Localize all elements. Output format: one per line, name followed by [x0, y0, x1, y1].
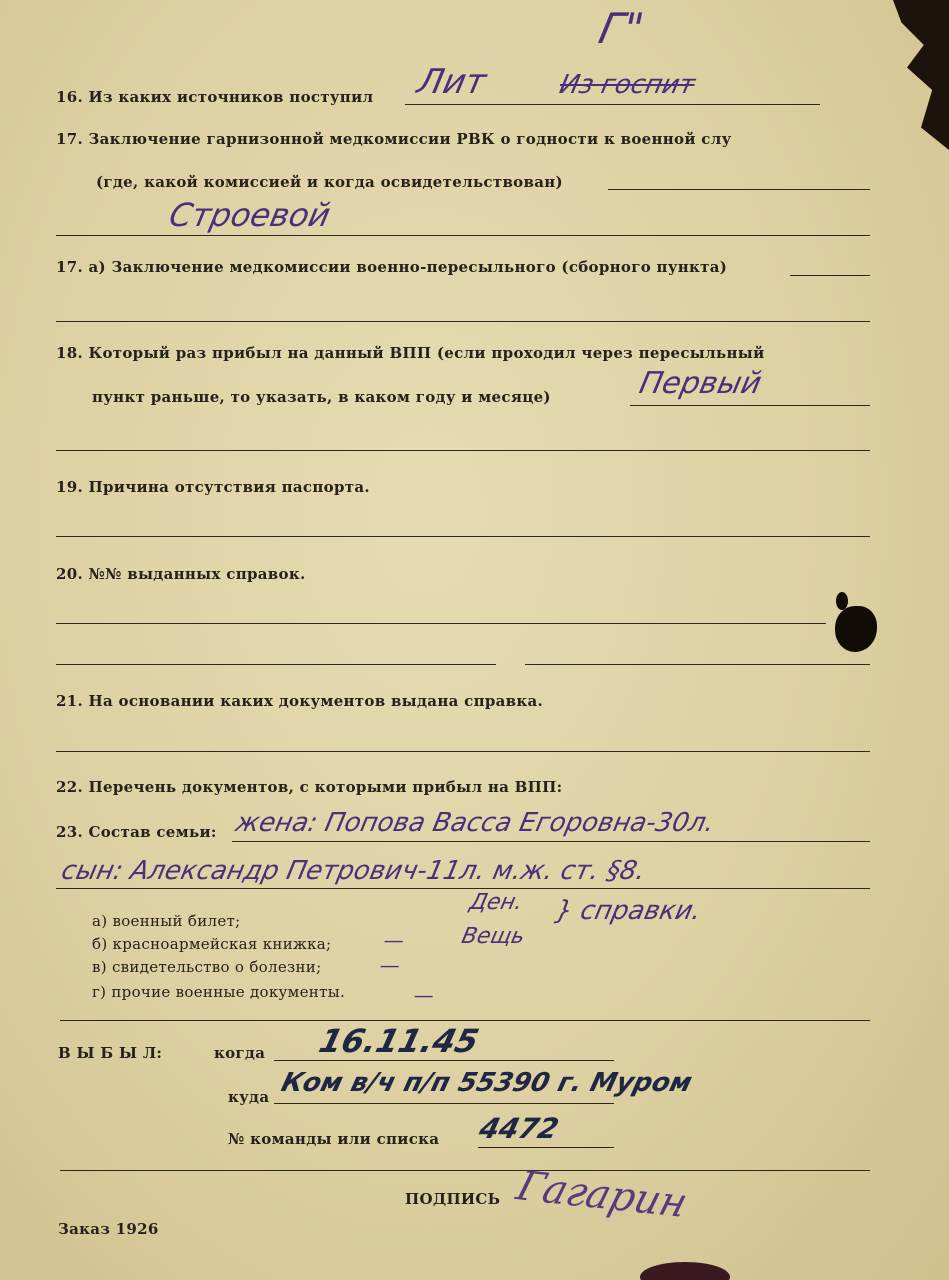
- doc-a-label: а) военный билет;: [92, 912, 241, 930]
- q17a-line2: [56, 321, 870, 322]
- family-line1: жена: Попова Васса Егоровна-30л.: [232, 808, 718, 838]
- q16-label: 16. Из каких источников поступил: [56, 88, 374, 106]
- q20-line2a: [56, 664, 496, 665]
- doc-g-label: г) прочие военные документы.: [92, 983, 346, 1001]
- cert-2: Вещь: [459, 924, 527, 949]
- q22-label: 22. Перечень документов, с которыми прибыл на ВПП:: [56, 778, 563, 796]
- when-line: [274, 1060, 614, 1061]
- q17-cont-label: (где, какой комиссией и когда освидетельствован): [96, 173, 563, 191]
- signature-label: ПОДПИСЬ: [405, 1190, 501, 1208]
- q17-label: 17. Заключение гарнизонной медкомиссии РВК о годности к военной слу: [56, 130, 732, 148]
- dash-g: —: [411, 983, 437, 1007]
- left-label: В Ы Б Ы Л:: [58, 1044, 163, 1062]
- q23-line1: [232, 841, 870, 842]
- team-label: № команды или списка: [228, 1130, 440, 1148]
- dash-b: —: [381, 928, 407, 952]
- q18-line2: [56, 450, 870, 451]
- q17-answer: Строевой: [165, 196, 334, 234]
- punched-hole: [835, 606, 877, 652]
- doc-b-label: б) красноармейская книжка;: [92, 935, 332, 953]
- q20-line1: [56, 623, 826, 624]
- q20-label: 20. №№ выданных справок.: [56, 565, 306, 583]
- doc-v-label: в) свидетельство о болезни;: [92, 958, 322, 976]
- q21-label: 21. На основании каких документов выдана справка.: [56, 692, 544, 710]
- team-line: [478, 1147, 614, 1148]
- q16-struck: Из госпит: [556, 70, 698, 100]
- q21-line: [56, 751, 870, 752]
- q23-label: 23. Состав семьи:: [56, 823, 217, 841]
- ink-stain: [640, 1262, 730, 1280]
- q17a-label: 17. а) Заключение медкомиссии военно-пересыльного (сборного пункта): [56, 258, 728, 276]
- when-label: когда: [214, 1044, 266, 1062]
- q18-answer: Первый: [636, 366, 765, 401]
- team-number: 4472: [475, 1112, 563, 1145]
- q16-mark: Г": [594, 4, 648, 53]
- cert-1: Ден.: [467, 890, 525, 915]
- q18-line1: [630, 405, 870, 406]
- q17-line1: [608, 189, 870, 190]
- cert-brace: } справки.: [552, 896, 704, 926]
- q17a-line1: [790, 275, 870, 276]
- torn-corner: [809, 0, 949, 150]
- docs-divider: [60, 1020, 870, 1021]
- dash-v: —: [377, 953, 403, 977]
- where-line: [274, 1103, 614, 1104]
- signature: Гагарин: [511, 1163, 693, 1227]
- q20-line2b: [525, 664, 870, 665]
- q18-label: 18. Который раз прибыл на данный ВПП (если проходил через пересыльный: [56, 344, 765, 362]
- q19-label: 19. Причина отсутствия паспорта.: [56, 478, 370, 496]
- q16-line: [405, 104, 820, 105]
- where-label: куда: [228, 1088, 270, 1106]
- bottom-divider: [60, 1170, 870, 1171]
- q18-cont-label: пункт раньше, то указать, в каком году и месяце): [92, 388, 551, 406]
- q19-line: [56, 536, 870, 537]
- family-line2: сын: Александр Петрович-11л. м.ж. ст. §8.: [58, 856, 649, 886]
- q17-line2: [56, 235, 870, 236]
- order-number: Заказ 1926: [58, 1220, 159, 1238]
- left-where: Ком в/ч п/п 55390 г. Муром: [278, 1068, 696, 1098]
- left-date: 16.11.45: [315, 1022, 483, 1060]
- q23-line2: [56, 888, 870, 889]
- q16-answer: Лит: [413, 62, 490, 102]
